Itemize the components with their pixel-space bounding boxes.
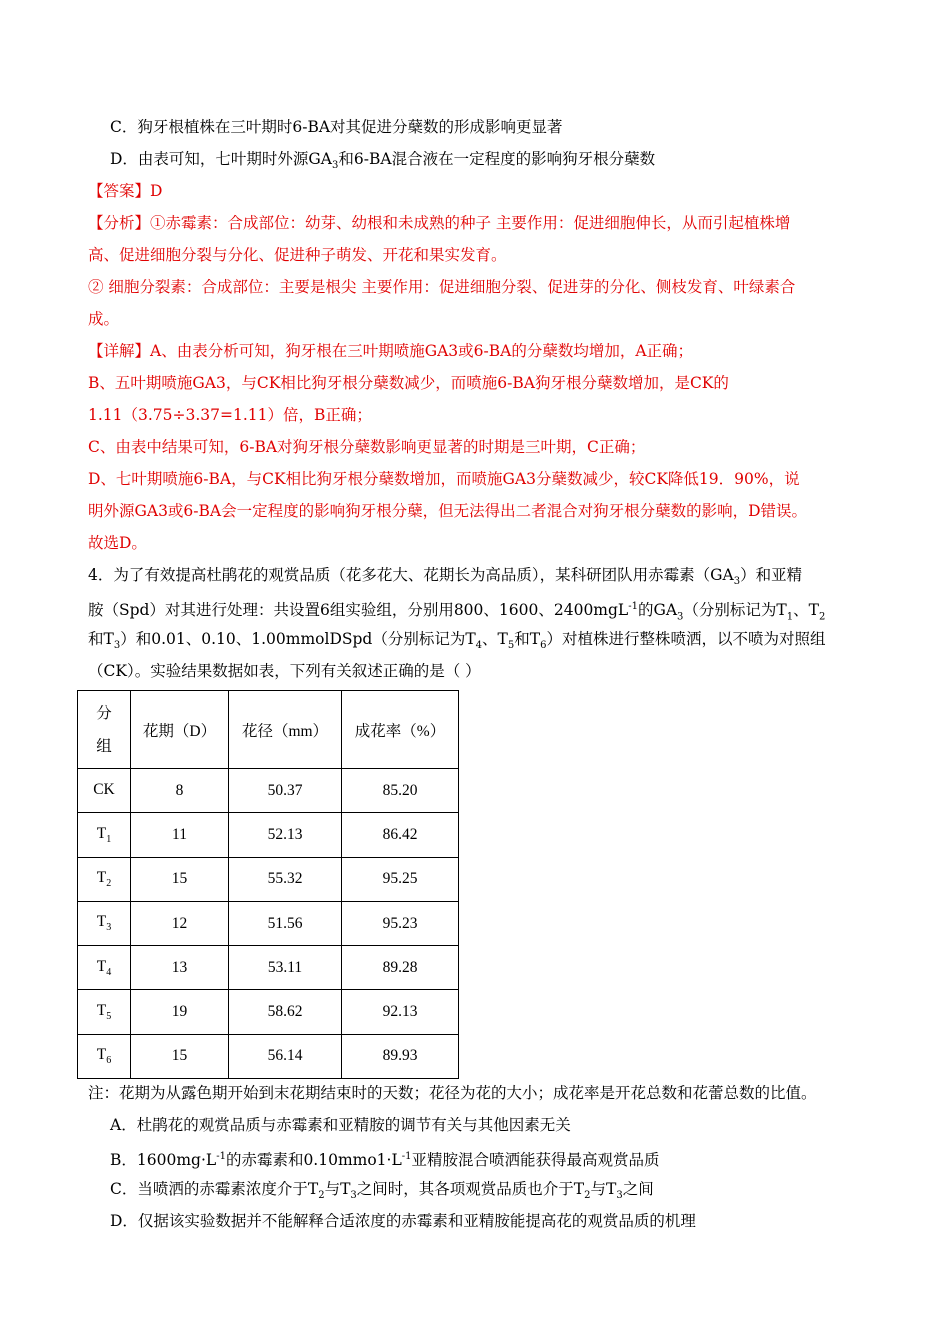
prev-option-c: C．狗牙根植株在三叶期时6-BA对其促进分蘖数的形成影响更显著 xyxy=(110,118,563,136)
option-b: B．$1600mg\cdot L^{-1}$的赤霉素和$0.10mmo1\cdot L^{-1}$亚精胺混合喷洒能获得最高观赏品质 xyxy=(110,1151,660,1170)
cell-days: 11 xyxy=(131,813,229,857)
cell-diameter: 56.14 xyxy=(229,1034,342,1078)
header-flowering-period: 花期（D） xyxy=(131,691,229,769)
answer-line: 【答案】D xyxy=(88,182,163,200)
cell-days: 12 xyxy=(131,901,229,945)
detail-line-7: 故选D。 xyxy=(88,534,147,552)
question-4-line-4: （CK）。实验结果数据如表，下列有关叙述正确的是（ ） xyxy=(88,662,481,680)
table-row xyxy=(78,990,459,1034)
cell-days: 8 xyxy=(131,769,229,813)
cell-group: $T_5$ xyxy=(78,990,131,1034)
question-4-line-1: 4．为了有效提高杜鹃花的观赏品质（花多花大、花期长为高品质），某科研团队用赤霉素$(GA_3)$和亚精 xyxy=(88,566,803,588)
cell-diameter: 52.13 xyxy=(229,813,342,857)
analysis-line-2: 高、促进细胞分裂与分化、促进种子萌发、开花和果实发育。 xyxy=(88,246,507,264)
option-a: A．杜鹃花的观赏品质与赤霉素和亚精胺的调节有关与其他因素无关 xyxy=(110,1116,571,1134)
table-row xyxy=(78,901,459,945)
cell-days: 13 xyxy=(131,946,229,990)
cell-diameter: 53.11 xyxy=(229,946,342,990)
cell-group: $T_4$ xyxy=(78,946,131,990)
cell-group: $T_1$ xyxy=(78,813,131,857)
prev-option-d: D．由表可知，七叶期时外源$GA_3$和6-BA混合液在一定程度的影响狗牙根分蘖数 xyxy=(110,150,656,172)
cell-group: CK xyxy=(78,769,131,813)
cell-rate: 89.28 xyxy=(342,946,459,990)
detail-line-2: B、五叶期喷施GA3，与CK相比狗牙根分蘖数减少，而喷施6-BA狗牙根分蘖数增加，是CK的 xyxy=(88,374,729,392)
cell-diameter: 51.56 xyxy=(229,901,342,945)
analysis-line-1: 【分析】①赤霉素：合成部位：幼芽、幼根和未成熟的种子 主要作用：促进细胞伸长，从而引起植株增 xyxy=(88,214,791,232)
option-d: D．仅据该实验数据并不能解释合适浓度的赤霉素和亚精胺能提高花的观赏品质的机理 xyxy=(110,1212,696,1230)
detail-line-4: C、由表中结果可知，6-BA对狗牙根分蘖数影响更显著的时期是三叶期，C正确； xyxy=(88,438,646,456)
analysis-line-4: 成。 xyxy=(88,310,120,328)
cell-days: 15 xyxy=(131,1034,229,1078)
cell-days: 15 xyxy=(131,857,229,901)
table-header-row xyxy=(78,691,459,769)
header-flower-diameter: 花径（mm） xyxy=(229,691,342,769)
option-c: C．当喷洒的赤霉素浓度介于$T_2$与$T_3$之间时，其各项观赏品质也介于$T_2$与$T_3$之间 xyxy=(110,1180,654,1202)
cell-rate: 89.93 xyxy=(342,1034,459,1078)
cell-diameter: 58.62 xyxy=(229,990,342,1034)
cell-group: $T_3$ xyxy=(78,901,131,945)
cell-group: $T_6$ xyxy=(78,1034,131,1078)
header-group: 分 组 xyxy=(78,691,131,769)
table-row xyxy=(78,946,459,990)
analysis-line-3: ② 细胞分裂素：合成部位：主要是根尖 主要作用：促进细胞分裂、促进芽的分化、侧枝发育、叶绿素合 xyxy=(88,278,796,296)
cell-rate: 95.25 xyxy=(342,857,459,901)
results-table xyxy=(77,690,459,1079)
detail-line-6: 明外源GA3或6-BA会一定程度的影响狗牙根分蘖，但无法得出二者混合对狗牙根分蘖数的影响，D错误。 xyxy=(88,502,808,520)
detail-line-5: D、七叶期喷施6-BA，与CK相比狗牙根分蘖数增加，而喷施GA3分蘖数减少，较CK降低19．90%，说 xyxy=(88,470,800,488)
cell-diameter: 50.37 xyxy=(229,769,342,813)
table-note: 注：花期为从露色期开始到末花期结束时的天数；花径为花的大小；成花率是开花总数和花蕾总数的比值。 xyxy=(88,1084,817,1102)
cell-rate: 92.13 xyxy=(342,990,459,1034)
table-row xyxy=(78,813,459,857)
detail-line-1: 【详解】A、由表分析可知，狗牙根在三叶期喷施GA3或6-BA的分蘖数均增加，A正确； xyxy=(88,342,694,360)
question-4-line-2: 胺（Spd）对其进行处理：共设置6组实验组，分别用800、1600、2400mgL$^{-1}$的$GA_3$（分别标记为$T_1$、$T_2$ xyxy=(88,601,826,623)
cell-days: 19 xyxy=(131,990,229,1034)
question-4-line-3: 和$T_3$）和0.01、0.10、1.00mmolDSpd（分别标记为$T_4$、$T_5$和$T_6$）对植株进行整株喷洒，以不喷为对照组 xyxy=(88,630,826,652)
cell-group: $T_2$ xyxy=(78,857,131,901)
cell-diameter: 55.32 xyxy=(229,857,342,901)
table-row xyxy=(78,769,459,813)
cell-rate: 95.23 xyxy=(342,901,459,945)
header-flowering-rate: 成花率（%） xyxy=(342,691,459,769)
cell-rate: 86.42 xyxy=(342,813,459,857)
cell-rate: 85.20 xyxy=(342,769,459,813)
detail-line-3: 1.11（3.75÷3.37=1.11）倍，B正确； xyxy=(88,406,372,424)
table-row xyxy=(78,857,459,901)
table-row xyxy=(78,1034,459,1078)
